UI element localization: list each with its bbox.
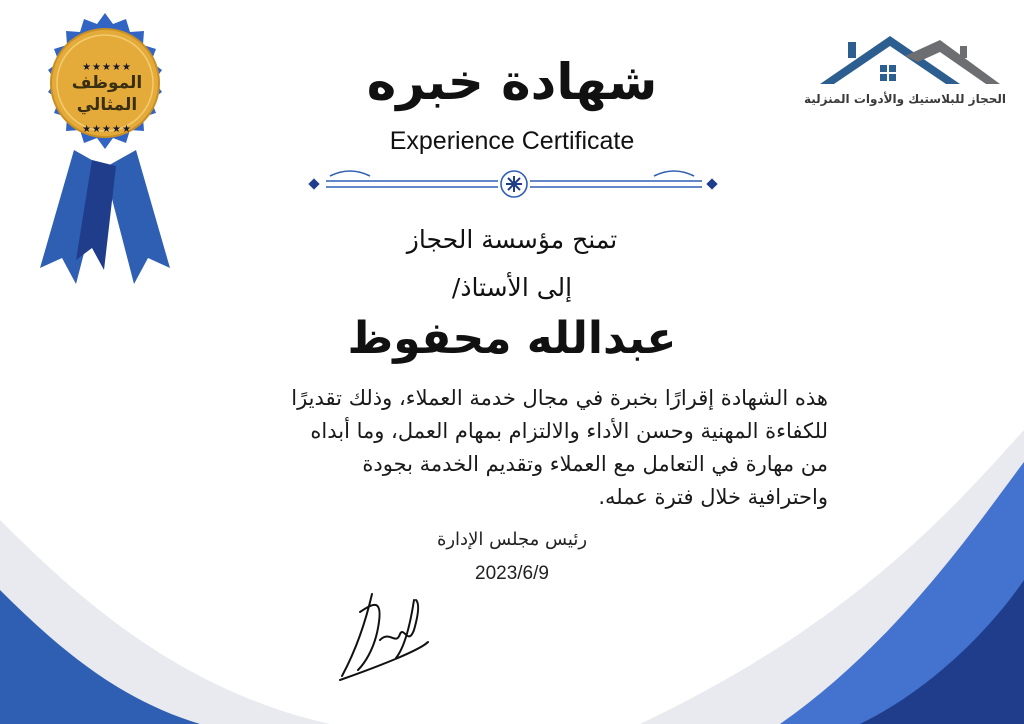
certificate-title-english: Experience Certificate (389, 127, 635, 155)
signer-title: رئيس مجلس الإدارة (436, 529, 588, 550)
badge-line-1: الموظف (71, 73, 143, 93)
certificate-title-arabic: شهادة خبره (366, 53, 658, 111)
divider-diamond-left (308, 178, 319, 189)
recipient-name: عبدالله محفوظ (347, 313, 677, 364)
body-line: من مهارة في التعامل مع العملاء وتقديم الخدمة بجودة (362, 452, 828, 476)
body-line: هذه الشهادة إقرارًا بخبرة في مجال خدمة العملاء، وذلك تقديرًا (291, 386, 828, 410)
badge-title (52, 72, 162, 116)
grants-line: تمنح مؤسسة الحجاز (406, 225, 618, 254)
company-logo-text: الحجاز للبلاستيك والأدوات المنزلية (803, 92, 1006, 106)
signature-mark (340, 594, 428, 680)
divider-diamond-right (706, 178, 717, 189)
badge-stars-top: ★★★★★ (82, 62, 132, 73)
body-line: للكفاءة المهنية وحسن الأداء والالتزام بمهام العمل، وما أبداه (310, 419, 828, 443)
divider-star-icon (506, 176, 522, 192)
award-ribbon-icon (40, 13, 170, 284)
certificate-body (168, 382, 828, 514)
badge-line-2: المثالي (76, 95, 138, 115)
certificate-date: 2023/6/9 (475, 563, 549, 584)
badge-stars-bottom: ★★★★★ (82, 124, 132, 135)
house-roof-icon (820, 36, 1000, 84)
body-line: واحترافية خلال فترة عمله. (598, 485, 828, 509)
recipient-label: إلى الأستاذ/ (451, 273, 573, 302)
